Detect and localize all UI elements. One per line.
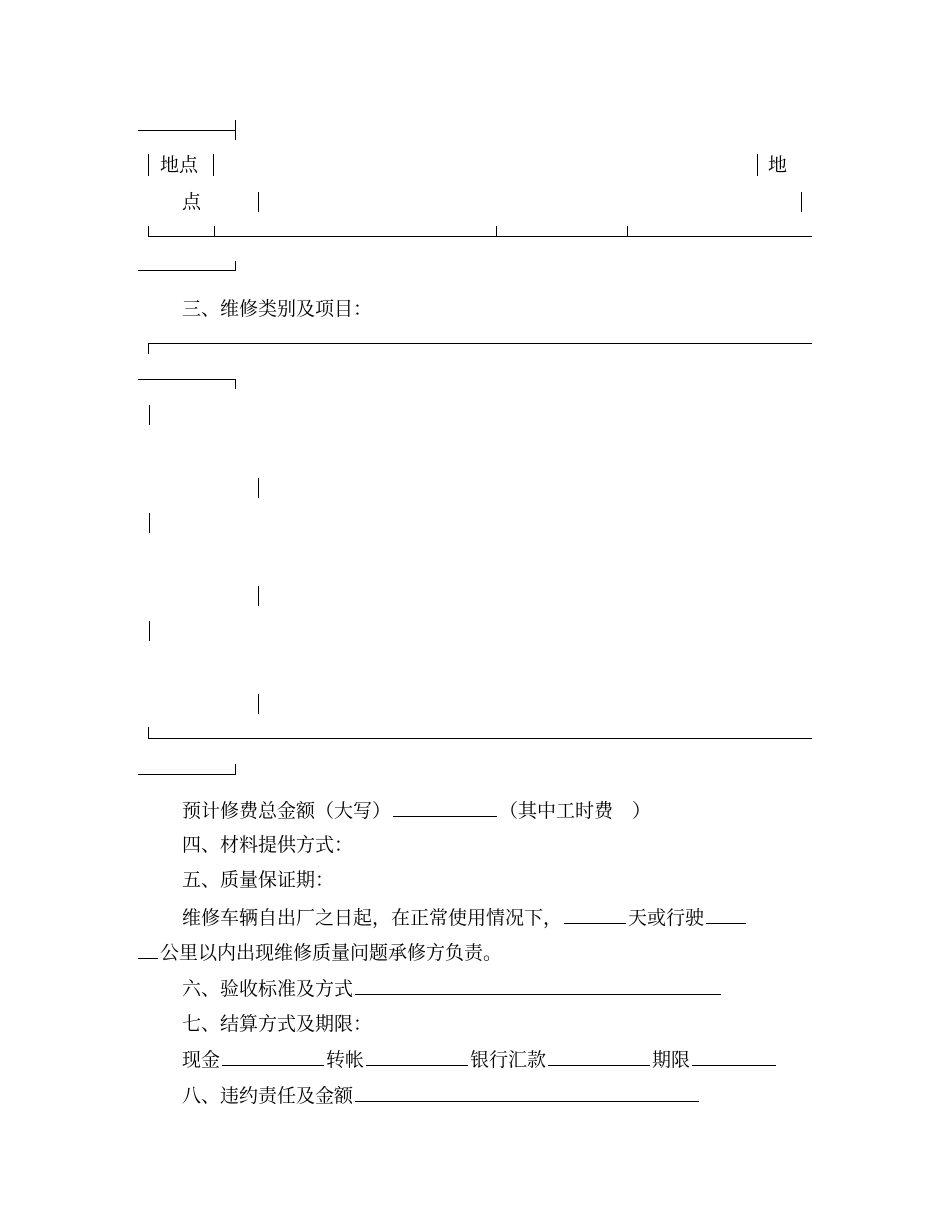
section-8-line — [182, 1083, 701, 1108]
estimate-labor-paren: （其中工时费 ） — [499, 800, 652, 822]
estimate-amount-field[interactable] — [393, 798, 497, 817]
cash-label: 现金 — [182, 1049, 221, 1071]
section-5-heading: 五、质量保证期： — [182, 869, 335, 891]
section-8-heading: 八、违约责任及金额 — [182, 1085, 354, 1107]
warranty-km-field-b[interactable] — [138, 940, 158, 959]
warranty-days-field[interactable] — [564, 905, 626, 924]
transfer-field[interactable] — [366, 1047, 468, 1066]
cash-field[interactable] — [222, 1047, 324, 1066]
location-label-wrap: 点 — [182, 191, 202, 213]
location-label-left: 地点 — [160, 154, 199, 176]
location-label-right: 地 — [768, 154, 788, 176]
section-6-heading: 六、验收标准及方式 — [182, 978, 354, 1000]
estimate-line — [182, 798, 651, 823]
transfer-label: 转帐 — [326, 1049, 365, 1071]
warranty-text-b: 天或行驶 — [628, 907, 705, 929]
section-7-heading: 七、结算方式及期限： — [182, 1013, 373, 1035]
bank-field[interactable] — [548, 1047, 650, 1066]
section-4-heading: 四、材料提供方式： — [182, 834, 354, 856]
warranty-line-1 — [182, 905, 746, 930]
warranty-text-a: 维修车辆自出厂之日起，在正常使用情况下， — [182, 907, 563, 929]
settlement-line — [182, 1047, 776, 1072]
section-6-line — [182, 976, 723, 1001]
penalty-amount-field[interactable] — [355, 1083, 699, 1102]
section-3-heading: 三、维修类别及项目： — [182, 298, 373, 320]
warranty-text-c: 公里以内出现维修质量问题承修方负责。 — [160, 942, 503, 964]
term-field[interactable] — [692, 1047, 776, 1066]
acceptance-standard-field[interactable] — [355, 976, 721, 995]
warranty-km-field-a[interactable] — [706, 905, 746, 924]
warranty-line-2 — [138, 940, 502, 965]
term-label: 期限 — [652, 1049, 691, 1071]
estimate-label: 预计修费总金额（大写） — [182, 800, 392, 822]
bank-label: 银行汇款 — [470, 1049, 547, 1071]
